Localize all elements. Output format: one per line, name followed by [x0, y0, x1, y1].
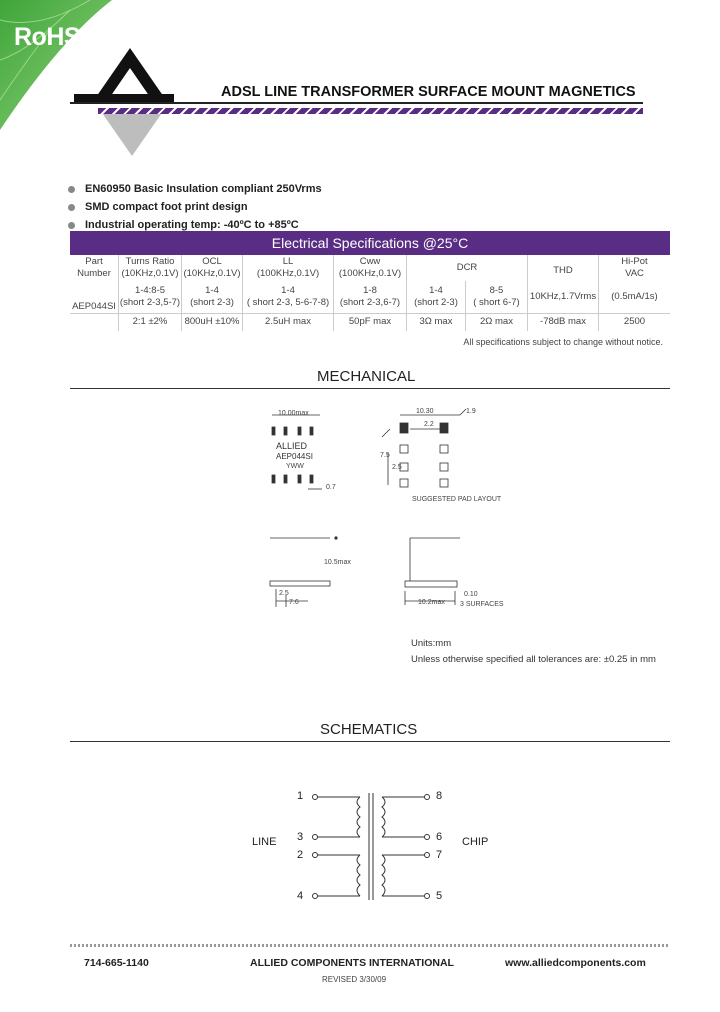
spec-table-title: Electrical Specifications @25°C [70, 231, 670, 255]
revised-date: REVISED 3/30/09 [322, 975, 387, 984]
title-rule [70, 102, 643, 104]
footer-phone: 714-665-1140 [84, 957, 149, 969]
feature-item: SMD compact foot print design [68, 198, 322, 216]
spec-table [70, 255, 670, 331]
pin-2-label: 2 [297, 849, 304, 861]
dim-pitch-label: 0.7 [326, 484, 336, 491]
page-title: ADSL LINE TRANSFORMER SURFACE MOUNT MAGNETICS [221, 84, 636, 100]
pad-width-label: 10.30 [416, 408, 434, 415]
chip-side-label: CHIP [462, 836, 489, 848]
mechanical-drawing [260, 405, 620, 625]
bullet-icon [68, 186, 75, 193]
pin-6-label: 6 [436, 831, 443, 843]
dim-d-label: 0.10 [464, 591, 478, 598]
schematics-title: SCHEMATICS [320, 721, 418, 738]
marking-line-3: YWW [286, 463, 304, 470]
allied-logo-icon [70, 48, 200, 160]
surfaces-label: 3 SURFACES [460, 601, 504, 608]
dim-c-label: 10.2max [418, 599, 445, 606]
pad-height2-label: 2.5 [392, 464, 402, 471]
dim-length-label: 10.5max [324, 559, 351, 566]
spec-value-row: 2:1 ±2% 800uH ±10% 2.5uH max 50pF max 3Ω max 2Ω max -78dB max 2500 [70, 313, 670, 331]
pin-5-label: 5 [436, 890, 443, 902]
tolerance-label: Unless otherwise specified all tolerances are: ±0.25 in mm [411, 654, 656, 665]
spec-condition-row: AEP044SI 1-4:8-5 (short 2-3,5-7) 1-4 (short 2-3) 1-4 ( short 2-3, 5-6-7-8) 1-8 (short 2-3,6-7) 1-4 (short 2-3) 8-5 ( short 6-7) (0.5mA/1s) [70, 281, 670, 313]
units-label: Units:mm [411, 638, 452, 649]
pin-4-label: 4 [297, 890, 304, 902]
marking-line-2: AEP044SI [276, 452, 313, 461]
pad-x-label: 1.9 [466, 408, 476, 415]
rohs-label: RoHS [14, 23, 81, 51]
pad-layout-label: SUGGESTED PAD LAYOUT [412, 496, 502, 503]
mechanical-rule [70, 388, 670, 389]
bullet-icon [68, 222, 75, 229]
schematics-rule [70, 741, 670, 742]
footer-company: ALLIED COMPONENTS INTERNATIONAL [250, 957, 454, 969]
spec-header-row: Part Number Turns Ratio (10KHz,0.1V) OCL (10KHz,0.1V) LL (100KHz,0.1V) Cww (100KHz,0.1V) DCR THD 10KHz,1.7Vrms Hi-Pot VAC [70, 255, 670, 281]
dim-b-label: 7.6 [289, 599, 299, 606]
footer-rule [70, 944, 670, 947]
pin-8-label: 8 [436, 790, 443, 802]
dim-top-label: 10.00max [278, 410, 309, 417]
pad-height-label: 7.5 [380, 452, 390, 459]
feature-list [68, 180, 322, 234]
pad-pitch-label: 2.2 [424, 421, 434, 428]
title-stripe [98, 108, 643, 114]
pin-1-label: 1 [297, 790, 304, 802]
spec-note: All specifications subject to change without notice. [463, 337, 663, 347]
line-side-label: LINE [252, 836, 277, 848]
feature-item: Industrial operating temp: -40ºC to +85ºC [68, 216, 322, 234]
schematic-diagram [290, 785, 450, 910]
dim-a-label: 2.5 [279, 590, 289, 597]
footer-website[interactable]: www.alliedcomponents.com [505, 957, 646, 969]
marking-line-1: ALLIED [276, 441, 308, 451]
feature-item: EN60950 Basic Insulation compliant 250Vrms [68, 180, 322, 198]
pin-7-label: 7 [436, 849, 443, 861]
bullet-icon [68, 204, 75, 211]
mechanical-title: MECHANICAL [317, 368, 416, 385]
pin-3-label: 3 [297, 831, 304, 843]
